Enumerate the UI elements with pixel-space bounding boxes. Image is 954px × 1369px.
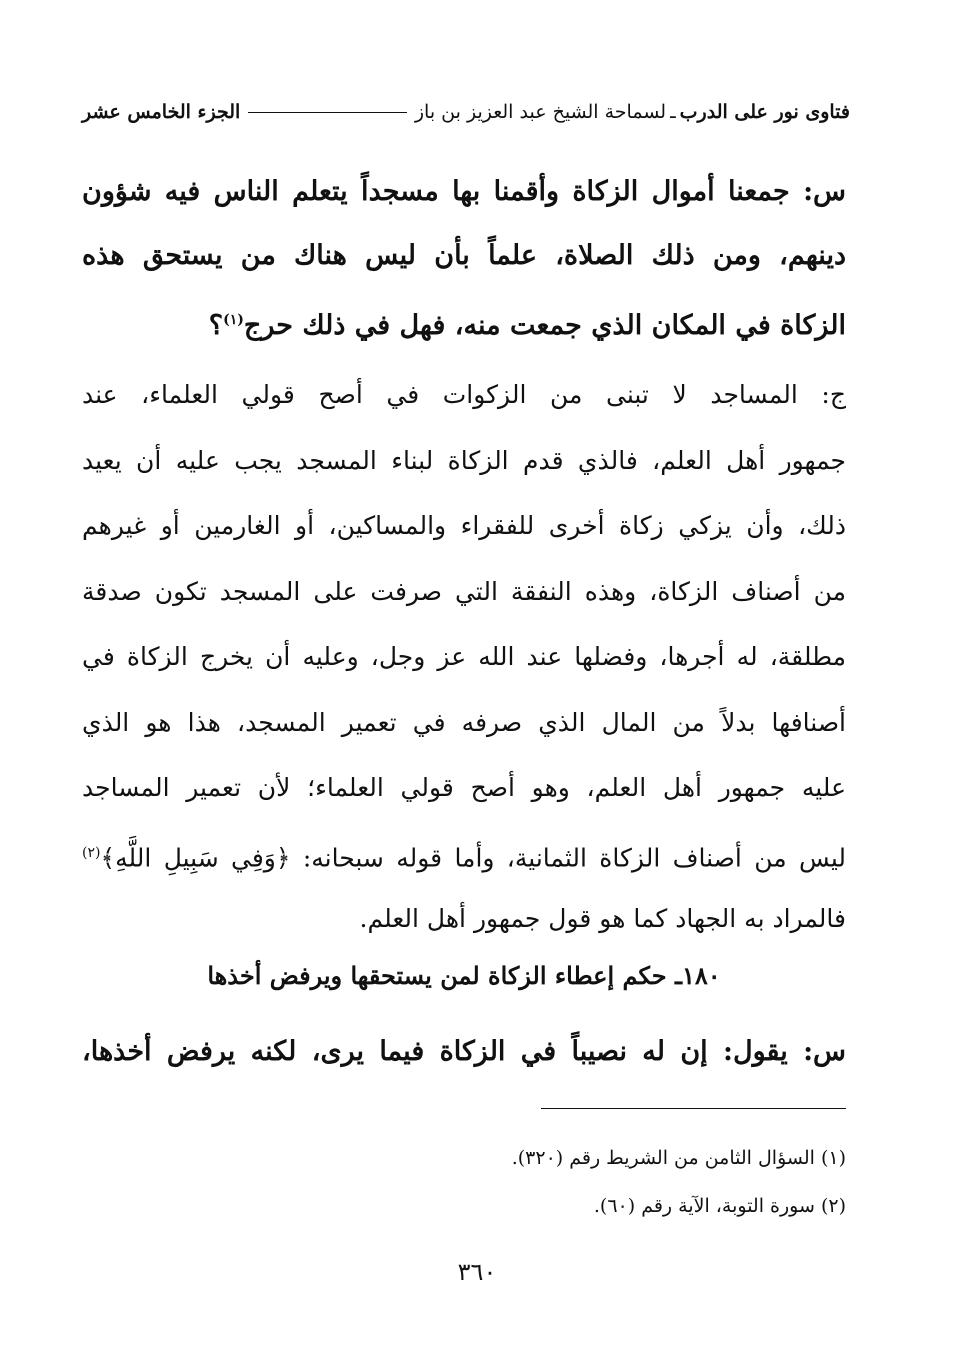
header-dash: ـ bbox=[670, 101, 676, 123]
answer-line: أصنافها بدلاً من المال الذي صرفه في تعمير المسجد، هذا هو الذي bbox=[82, 707, 846, 737]
header-rule bbox=[248, 112, 407, 113]
question-1-line-text: الزكاة في المكان الذي جمعت منه، فهل في ذلك حرج bbox=[243, 310, 846, 341]
volume-part: الجزء الخامس عشر bbox=[82, 101, 241, 123]
answer-line: من أصناف الزكاة، وهذه النفقة التي صرفت على المسجد تكون صدقة bbox=[82, 576, 846, 606]
answer-line: فالمراد به الجهاد كما هو قول جمهور أهل العلم. bbox=[359, 904, 846, 933]
question-1 bbox=[82, 160, 846, 352]
question-1-line: س: جمعنا أموال الزكاة وأقمنا بها مسجداً يتعلم الناس فيه شؤون bbox=[82, 176, 846, 207]
answer-line-with-verse bbox=[82, 821, 846, 887]
answer-line: جمهور أهل العلم، فالذي قدم الزكاة لبناء المسجد يجب عليه أن يعيد bbox=[82, 445, 846, 475]
author-name: لسماحة الشيخ عبد العزيز بن باز bbox=[414, 101, 667, 123]
section-heading: ١٨٠ـ حكم إعطاء الزكاة لمن يستحقها ويرفض أخذها bbox=[207, 961, 721, 990]
page-number: ٣٦٠ bbox=[457, 1258, 497, 1286]
footnote-ref-1: (١) bbox=[223, 312, 244, 328]
answer-line-text: ليس من أصناف الزكاة الثمانية، وأما قوله سبحانه: ﴿وَفِي سَبِيلِ اللَّهِ﴾ bbox=[100, 842, 846, 872]
question-1-line: دينهم، ومن ذلك الصلاة، علماً بأن ليس هناك من يستحق هذه bbox=[82, 240, 846, 271]
running-header bbox=[82, 96, 850, 128]
question-1-line-last bbox=[82, 288, 846, 352]
answer-1 bbox=[82, 362, 846, 952]
footnote-ref-2: (٢) bbox=[82, 844, 101, 861]
question-2 bbox=[82, 1020, 846, 1084]
answer-line: عليه جمهور أهل العلم، وهو أصح قولي العلماء؛ لأن تعمير المساجد bbox=[82, 773, 846, 802]
footnote-separator bbox=[541, 1108, 846, 1109]
question-mark: ؟ bbox=[208, 310, 224, 341]
answer-line: مطلقة، له أجرها، وفضلها عند الله عز وجل، وعليه أن يخرج الزكاة في bbox=[82, 642, 846, 671]
answer-line: ج: المساجد لا تبنى من الزكوات في أصح قولي العلماء، عند bbox=[82, 380, 846, 409]
answer-line: ذلك، وأن يزكي زكاة أخرى للفقراء والمساكين، أو الغارمين أو غيرهم bbox=[82, 511, 846, 540]
footnote-1: (١) السؤال الثامن من الشريط رقم (٣٢٠). bbox=[511, 1147, 846, 1169]
question-2-line: س: يقول: إن له نصيباً في الزكاة فيما يرى، لكنه يرفض أخذها، bbox=[82, 1036, 846, 1067]
book-title: فتاوى نور على الدرب bbox=[679, 101, 850, 123]
footnote-2: (٢) سورة التوبة، الآية رقم (٦٠). bbox=[593, 1195, 846, 1217]
